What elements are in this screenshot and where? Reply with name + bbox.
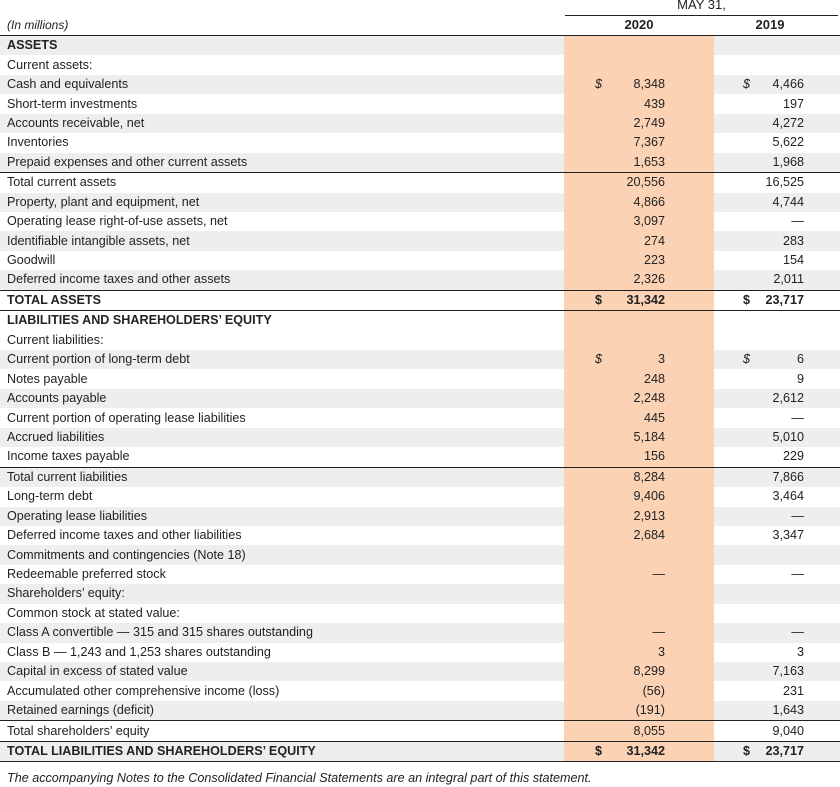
table-row [0,428,840,447]
row-label: Deferred income taxes and other liabilities [7,528,242,543]
value-2019 [728,507,840,526]
column-gap [714,75,728,94]
cell-value: 3,464 [772,489,804,504]
table-row [0,467,840,487]
cell-value: 2,248 [633,391,665,406]
value-2019 [728,290,840,310]
currency-symbol: $ [743,743,751,758]
value-2019 [728,270,840,290]
table-row [0,290,840,310]
cell-value: 8,055 [633,723,665,738]
cell-value: 9 [796,371,804,386]
value-2019 [728,94,840,113]
table-row [0,701,840,721]
cell-value: 248 [643,371,665,386]
table-row [0,350,840,369]
column-gap [714,251,728,270]
column-gap [714,133,728,152]
row-label: Current portion of operating lease liabilities [7,410,246,425]
table-row [0,526,840,545]
value-2020 [564,721,714,741]
row-label: Shareholders’ equity: [0,584,564,603]
currency-symbol: $ [743,352,751,367]
cell-value: — [791,508,804,523]
column-gap [714,662,728,681]
table-row [0,545,840,564]
table-row [0,75,840,94]
cell-value: 7,367 [633,135,665,150]
currency-symbol: $ [595,292,603,307]
value-2019 [728,604,840,623]
value-2020 [564,173,714,193]
value-2020 [564,643,714,662]
value-2019 [728,428,840,447]
cell-value: 5,184 [633,429,665,444]
value-2020 [564,193,714,212]
column-gap [714,526,728,545]
value-2020 [564,545,714,564]
row-label: Short-term investments [7,96,138,111]
column-gap [714,350,728,369]
value-2019 [728,133,840,152]
cell-value: — [652,625,665,640]
cell-value: 1,968 [772,154,804,169]
column-gap [714,721,728,741]
row-label: Capital in excess of stated value [0,662,564,681]
table-row [0,369,840,388]
column-gap [714,643,728,662]
value-2020 [564,565,714,584]
cell-value: — [652,567,665,582]
cell-value: 5,010 [772,429,804,444]
row-label: Retained earnings (deficit) [0,701,564,721]
cell-value: 2,749 [633,115,665,130]
cell-value: 4,272 [772,115,804,130]
cell-value: 6 [796,352,804,367]
cell-value: 2,612 [772,391,804,406]
value-2020 [564,331,714,350]
value-2019 [728,584,840,603]
row-label: Operating lease liabilities [0,507,564,526]
value-2019 [728,55,840,74]
row-label: TOTAL LIABILITIES AND SHAREHOLDERS’ EQUITY [0,741,564,761]
table-row [0,36,840,55]
value-2020 [564,389,714,408]
value-2020 [564,114,714,133]
value-2020 [564,75,714,94]
column-gap [714,270,728,290]
column-gap [714,623,728,642]
value-2019 [728,389,840,408]
value-2020 [564,526,714,545]
row-label: Income taxes payable [7,449,130,464]
value-2019 [728,153,840,173]
cell-value: (56) [642,683,665,698]
table-row [0,251,840,270]
cell-value: 4,866 [633,194,665,209]
value-2020 [564,212,714,231]
table-row [0,623,840,642]
value-2020 [564,270,714,290]
value-2020 [564,681,714,700]
column-gap [714,389,728,408]
table-row [0,173,840,193]
units-label: (In millions) [7,18,69,32]
value-2020 [564,584,714,603]
value-2019 [728,487,840,506]
cell-value: 7,866 [772,469,804,484]
value-2019 [728,231,840,250]
value-2020 [564,311,714,331]
row-label: Inventories [7,135,69,150]
row-label: Current portion of long-term debt [0,350,564,369]
cell-value: 31,342 [626,292,665,307]
cell-value: 3 [657,644,665,659]
column-gap [714,447,728,467]
column-gap [714,604,728,623]
table-row [0,133,840,152]
column-gap [714,153,728,173]
value-2020 [564,447,714,467]
row-label: Notes payable [7,371,88,386]
value-2019 [728,408,840,427]
cell-value: (191) [635,703,665,718]
cell-value: — [791,625,804,640]
cell-value: 3,097 [633,214,665,229]
row-label: Goodwill [7,253,56,268]
table-row [0,565,840,584]
value-2019 [728,467,840,487]
column-gap [714,94,728,113]
table-row [0,584,840,603]
value-2019 [728,681,840,700]
column-gap [714,487,728,506]
row-label: Total current liabilities [0,467,564,487]
cell-value: 20,556 [626,175,665,190]
row-label: Operating lease right-of-use assets, net [7,214,228,229]
cell-value: 1,653 [633,154,665,169]
value-2019 [728,331,840,350]
row-label: Accounts payable [0,389,564,408]
header-date: MAY 31, [565,0,838,16]
value-2020 [564,507,714,526]
column-gap [714,584,728,603]
column-gap [714,369,728,388]
cell-value: 156 [643,449,665,464]
column-gap [714,565,728,584]
value-2020 [564,350,714,369]
value-2020 [564,662,714,681]
row-label: TOTAL ASSETS [0,290,564,310]
table-row [0,662,840,681]
value-2020 [564,741,714,761]
column-gap [714,545,728,564]
cell-value: 445 [643,410,665,425]
value-2020 [564,604,714,623]
value-2019 [728,526,840,545]
column-gap [714,55,728,74]
value-2020 [564,408,714,427]
column-gap [714,331,728,350]
value-2020 [564,369,714,388]
cell-value: 3,347 [772,528,804,543]
table-row [0,114,840,133]
value-2019 [728,369,840,388]
value-2020 [564,428,714,447]
value-2020 [564,290,714,310]
table-row [0,643,840,662]
cell-value: 7,163 [772,664,804,679]
value-2019 [728,565,840,584]
value-2020 [564,467,714,487]
currency-symbol: $ [595,743,603,758]
value-2019 [728,193,840,212]
column-gap [714,36,728,55]
table-row [0,193,840,212]
cell-value: 31,342 [626,743,665,758]
column-gap [714,507,728,526]
table-row [0,447,840,467]
column-gap [714,428,728,447]
value-2019 [728,251,840,270]
value-2019 [728,623,840,642]
cell-value: 9,406 [633,489,665,504]
table-row [0,270,840,290]
value-2019 [728,114,840,133]
table-row [0,604,840,623]
cell-value: 5,622 [772,135,804,150]
balance-sheet-table [0,36,840,762]
value-2020 [564,701,714,721]
cell-value: 283 [782,233,804,248]
value-2019 [728,350,840,369]
column-gap [714,701,728,721]
cell-value: 439 [643,96,665,111]
row-label: Current assets: [7,57,93,72]
value-2019 [728,36,840,55]
table-row [0,94,840,113]
table-row [0,212,840,231]
row-label: Current liabilities: [7,332,104,347]
value-2019 [728,75,840,94]
row-label: Deferred income taxes and other assets [0,270,564,290]
row-label: Redeemable preferred stock [7,567,166,582]
cell-value: 229 [782,449,804,464]
table-row [0,408,840,427]
value-2019 [728,545,840,564]
row-label: Accounts receivable, net [0,114,564,133]
row-label: ASSETS [0,36,564,55]
table-row [0,487,840,506]
value-2019 [728,701,840,721]
value-2020 [564,94,714,113]
cell-value: 23,717 [765,743,804,758]
footer-note: The accompanying Notes to the Consolidated Financial Statements are an integral part of this statement. [7,771,592,785]
cell-value: 154 [782,253,804,268]
cell-value: 2,913 [633,508,665,523]
row-label: Class B — 1,243 and 1,253 shares outstanding [7,644,271,659]
column-gap [714,467,728,487]
table-row [0,331,840,350]
column-gap [714,741,728,761]
cell-value: 274 [643,233,665,248]
value-2020 [564,55,714,74]
value-2020 [564,133,714,152]
cell-value: 4,744 [772,194,804,209]
row-label: Class A convertible — 315 and 315 shares outstanding [0,623,564,642]
table-row [0,741,840,761]
table-row [0,507,840,526]
row-label: Accrued liabilities [0,428,564,447]
value-2019 [728,212,840,231]
value-2019 [728,662,840,681]
column-gap [714,114,728,133]
cell-value: — [791,214,804,229]
cell-value: 2,326 [633,272,665,287]
table-row [0,231,840,250]
value-2020 [564,623,714,642]
row-label: Accumulated other comprehensive income (loss) [7,683,280,698]
cell-value: 8,299 [633,664,665,679]
currency-symbol: $ [595,352,603,367]
column-gap [714,173,728,193]
value-2019 [728,447,840,467]
row-label: Long-term debt [7,489,93,504]
table-row [0,153,840,173]
cell-value: 16,525 [765,175,804,190]
column-gap [714,290,728,310]
column-gap [714,681,728,700]
cell-value: 2,684 [633,528,665,543]
cell-value: 223 [643,253,665,268]
row-label: Total current assets [0,173,564,193]
value-2019 [728,741,840,761]
value-2019 [728,643,840,662]
cell-value: 8,348 [633,77,665,92]
column-gap [714,193,728,212]
cell-value: 23,717 [765,292,804,307]
table-row [0,681,840,700]
row-label: LIABILITIES AND SHAREHOLDERS’ EQUITY [7,313,272,328]
row-label: Identifiable intangible assets, net [0,231,564,250]
row-label: Total shareholders’ equity [0,721,564,741]
value-2019 [728,173,840,193]
cell-value: — [791,567,804,582]
value-2020 [564,231,714,250]
cell-value: 8,284 [633,469,665,484]
header-year-2020: 2020 [624,17,654,32]
cell-value: 231 [782,683,804,698]
currency-symbol: $ [743,292,751,307]
row-label: Common stock at stated value: [7,605,180,620]
value-2019 [728,721,840,741]
cell-value: 3 [657,352,665,367]
cell-value: 9,040 [772,723,804,738]
column-gap [714,231,728,250]
value-2020 [564,153,714,173]
value-2019 [728,311,840,331]
cell-value: 3 [796,644,804,659]
header-year-2019: 2019 [755,17,785,32]
cell-value: 4,466 [772,77,804,92]
cell-value: 1,643 [772,703,804,718]
row-label: Commitments and contingencies (Note 18) [0,545,564,564]
currency-symbol: $ [595,77,603,92]
column-gap [714,311,728,331]
row-label: Property, plant and equipment, net [0,193,564,212]
value-2020 [564,36,714,55]
currency-symbol: $ [743,77,751,92]
value-2020 [564,251,714,270]
table-row [0,55,840,74]
cell-value: — [791,410,804,425]
column-gap [714,408,728,427]
row-label: Cash and equivalents [0,75,564,94]
table-row [0,389,840,408]
cell-value: 2,011 [773,272,804,287]
row-label: Prepaid expenses and other current assets [0,153,564,173]
column-gap [714,212,728,231]
value-2020 [564,487,714,506]
cell-value: 197 [782,96,804,111]
table-row [0,311,840,331]
table-row [0,721,840,741]
